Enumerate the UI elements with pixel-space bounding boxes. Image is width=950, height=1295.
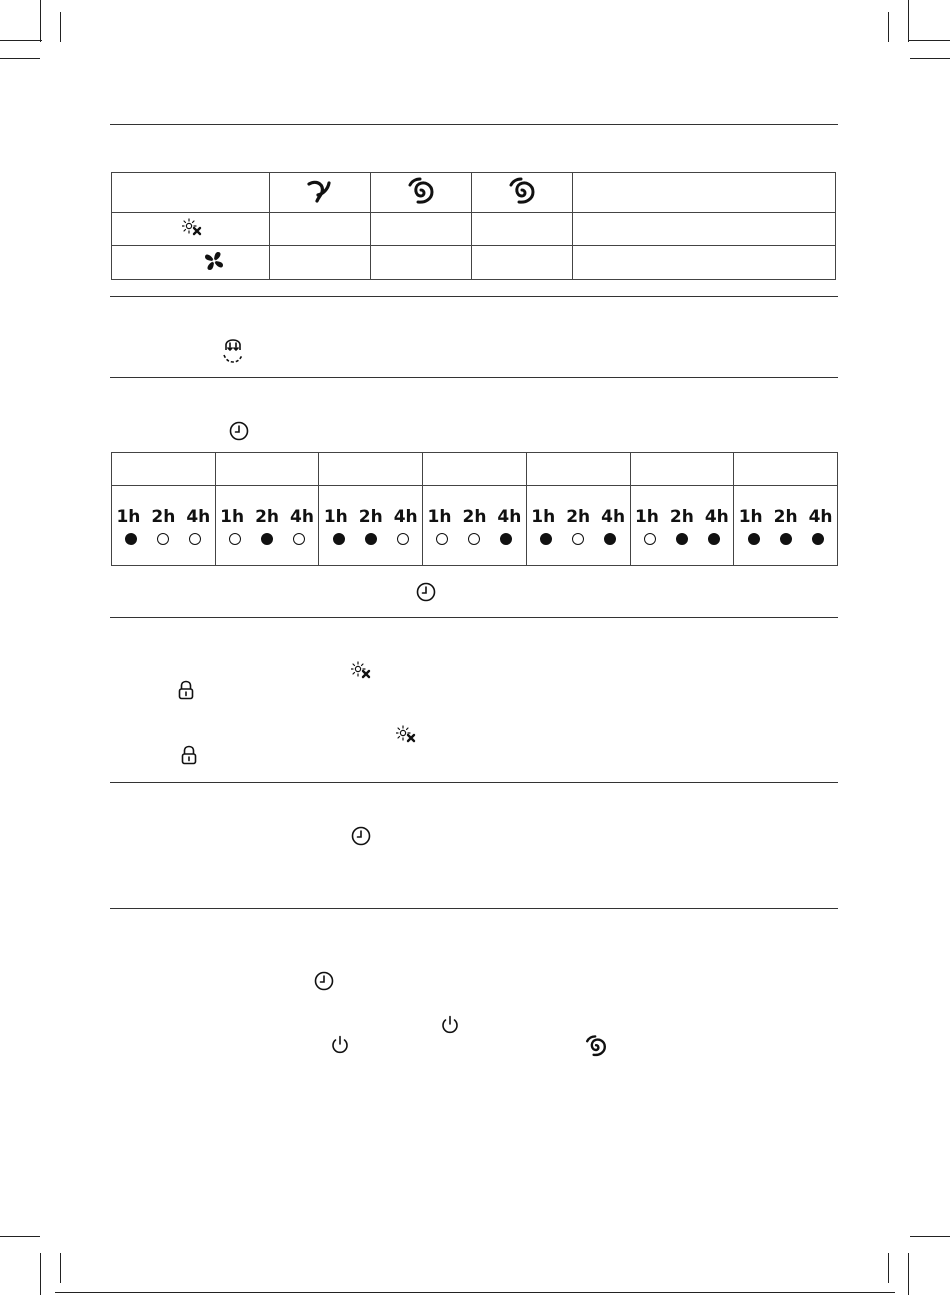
timer-indicator-off: [229, 533, 241, 545]
fan-speed-high-icon: [584, 1034, 608, 1058]
timer-indicator-dots: [112, 533, 215, 545]
timer-hour-label: 4h: [808, 506, 833, 527]
timer-hour-label: 1h: [220, 506, 245, 527]
timer-hour-label: 1h: [116, 506, 141, 527]
timer-indicator-off: [468, 533, 480, 545]
timer-clock-icon: [350, 825, 372, 847]
timer-combination-cell: [423, 486, 527, 566]
timer-indicator-on: [540, 533, 552, 545]
crop-mark: [40, 0, 41, 42]
table-cell: [371, 173, 472, 213]
timer-header-cell: [423, 453, 527, 486]
timer-indicator-dots: [319, 533, 422, 545]
table-cell: [270, 213, 371, 246]
timer-indicator-on: [333, 533, 345, 545]
table-cell: [573, 173, 836, 213]
timer-indicator-off: [572, 533, 584, 545]
timer-hour-label: 2h: [255, 506, 280, 527]
timer-indicator-on: [676, 533, 688, 545]
timer-hour-labels: [527, 507, 630, 527]
timer-indicator-on: [812, 533, 824, 545]
timer-indicator-on: [604, 533, 616, 545]
timer-indicator-off: [644, 533, 656, 545]
timer-header-cell: [734, 453, 838, 486]
crop-mark: [908, 0, 909, 42]
timer-indicator-on: [261, 533, 273, 545]
table-cell: [270, 246, 371, 280]
timer-hour-label: 2h: [462, 506, 487, 527]
timer-header-cell: [630, 453, 734, 486]
timer-hour-label: 4h: [393, 506, 418, 527]
timer-header-cell: [112, 453, 216, 486]
table-cell: [573, 246, 836, 280]
timer-hour-labels: [216, 507, 319, 527]
timer-indicator-off: [189, 533, 201, 545]
timer-indicator-dots: [216, 533, 319, 545]
timer-combination-cell: [319, 486, 423, 566]
timer-hour-label: 1h: [738, 506, 763, 527]
timer-indicator-on: [125, 533, 137, 545]
crop-mark: [0, 58, 40, 59]
section-rule: [110, 617, 838, 618]
table-cell: [371, 246, 472, 280]
timer-hour-label: 1h: [531, 506, 556, 527]
section-rule: [110, 124, 838, 125]
timer-combination-cell: [526, 486, 630, 566]
timer-hour-label: 4h: [497, 506, 522, 527]
section-rule: [110, 377, 838, 378]
timer-combination-cell: [215, 486, 319, 566]
table-cell: [371, 213, 472, 246]
power-icon: [439, 1014, 461, 1036]
timer-indicator-dots: [734, 533, 837, 545]
timer-hour-label: 2h: [358, 506, 383, 527]
timer-indicator-off: [397, 533, 409, 545]
timer-clock-icon: [228, 420, 250, 442]
timer-indicator-dots: [527, 533, 630, 545]
timer-hour-label: 4h: [601, 506, 626, 527]
timer-hour-label: 1h: [323, 506, 348, 527]
fan-icon: [203, 250, 225, 272]
timer-hour-label: 2h: [669, 506, 694, 527]
timer-hour-labels: [423, 507, 526, 527]
crop-mark: [60, 1253, 61, 1283]
section-rule: [110, 296, 838, 297]
timer-table: [111, 452, 838, 566]
timer-hour-labels: [631, 507, 734, 527]
light-sensor-icon: [182, 218, 202, 236]
timer-hour-label: 1h: [634, 506, 659, 527]
timer-indicator-off: [436, 533, 448, 545]
timer-hour-labels: [112, 507, 215, 527]
timer-hour-labels: [319, 507, 422, 527]
timer-combination-cell: [112, 486, 216, 566]
section-rule: [110, 782, 838, 783]
timer-indicator-dots: [631, 533, 734, 545]
child-lock-icon: [180, 745, 198, 765]
crop-mark: [60, 12, 61, 42]
timer-hour-label: 4h: [186, 506, 211, 527]
power-icon: [329, 1034, 351, 1056]
timer-indicator-on: [708, 533, 720, 545]
crop-mark: [0, 40, 42, 41]
table-cell: [112, 213, 270, 246]
crop-mark: [40, 1253, 41, 1295]
timer-combination-cell: [630, 486, 734, 566]
table-cell: [573, 213, 836, 246]
timer-indicator-on: [748, 533, 760, 545]
timer-hour-label: 2h: [151, 506, 176, 527]
fan-speed-medium-icon: [406, 176, 436, 206]
crop-mark: [910, 58, 950, 59]
timer-hour-label: 2h: [773, 506, 798, 527]
table-cell: [472, 213, 573, 246]
timer-header-cell: [319, 453, 423, 486]
light-sensor-icon: [396, 725, 416, 743]
timer-header-cell: [526, 453, 630, 486]
timer-clock-icon: [415, 581, 437, 603]
timer-hour-label: 1h: [427, 506, 452, 527]
timer-clock-icon: [313, 970, 335, 992]
timer-combination-cell: [734, 486, 838, 566]
crop-mark: [908, 1253, 909, 1295]
crop-mark: [910, 1236, 950, 1237]
section-rule: [110, 908, 838, 909]
light-sensor-icon: [351, 661, 371, 679]
timer-hour-labels: [734, 507, 837, 527]
table-cell: [472, 246, 573, 280]
timer-hour-label: 2h: [566, 506, 591, 527]
child-lock-icon: [177, 680, 195, 700]
table-cell: [112, 173, 270, 213]
crop-mark: [908, 40, 950, 41]
fan-speed-low-icon: [305, 176, 335, 206]
table-cell: [270, 173, 371, 213]
timer-indicator-on: [780, 533, 792, 545]
auto-mode-icon: [220, 338, 246, 364]
timer-hour-label: 4h: [290, 506, 314, 527]
timer-indicator-off: [293, 533, 305, 545]
timer-indicator-off: [157, 533, 169, 545]
timer-indicator-on: [500, 533, 512, 545]
timer-hour-label: 4h: [704, 506, 729, 527]
table-cell: [472, 173, 573, 213]
page-bottom-line: [55, 1292, 895, 1293]
fan-speed-table: [111, 172, 836, 280]
crop-mark: [888, 1253, 889, 1283]
timer-indicator-dots: [423, 533, 526, 545]
timer-header-cell: [215, 453, 319, 486]
table-cell: [112, 246, 270, 280]
fan-speed-high-icon: [507, 176, 537, 206]
crop-mark: [0, 1236, 40, 1237]
timer-indicator-on: [365, 533, 377, 545]
crop-mark: [888, 12, 889, 42]
